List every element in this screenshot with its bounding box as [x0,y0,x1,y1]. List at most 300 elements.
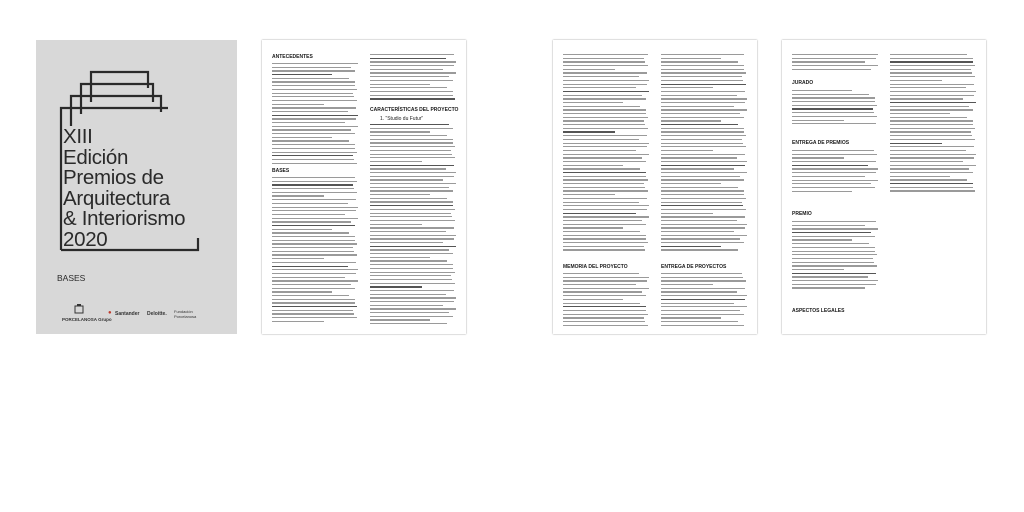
text-line [272,313,354,314]
text-block [792,221,878,291]
text-line [563,95,642,96]
text-line [792,154,877,155]
text-line [890,95,974,96]
text-line [792,180,878,181]
text-line [370,268,453,269]
text-line [370,272,455,273]
sponsor-fundacion: Fundación Porcelanosa [174,309,197,319]
text-line [661,176,740,177]
text-line [370,161,422,162]
text-line [370,165,454,166]
text-line [563,238,646,239]
text-line [272,181,357,182]
text-line [563,205,649,206]
text-line [563,58,644,59]
text-line [272,240,355,241]
text-line [890,106,969,107]
cover-subtitle: BASES [57,273,86,283]
text-line [563,131,615,132]
text-line [792,258,873,259]
text-line [792,101,875,102]
text-line [272,251,354,252]
text-line [890,54,967,55]
text-block [563,273,649,328]
text-line [370,84,430,85]
text-line [890,124,973,125]
text-line [890,98,963,99]
text-line [792,105,877,106]
text-line [792,276,868,277]
text-line [272,152,357,153]
document-page-3 [782,40,986,334]
text-line [370,305,443,306]
text-line [890,157,974,158]
text-line [661,80,743,81]
text-line [563,277,649,278]
text-line [661,198,746,199]
text-line [661,249,738,250]
text-line [370,139,453,140]
text-line [792,61,865,62]
text-line [563,249,645,250]
text-line [890,183,973,184]
text-line [272,93,353,94]
text-line [272,107,356,108]
cover-title-line: & Interiorismo [63,207,186,230]
text-line [563,176,646,177]
cover-page [36,40,237,334]
text-line [563,87,636,88]
text-line [370,286,422,287]
text-line [563,325,648,326]
text-line [272,192,357,193]
text-line [661,135,746,136]
text-line [272,218,358,219]
text-line [563,102,623,103]
text-line [563,117,648,118]
text-line [370,91,453,92]
text-line [661,61,738,62]
text-line [792,108,873,109]
text-line [272,243,357,244]
text-line [272,221,351,222]
text-line [563,113,646,114]
text-line [661,310,740,311]
text-block [370,54,456,102]
text-line [563,295,646,296]
text-block [792,150,878,194]
text-line [370,227,454,228]
text-line [792,94,869,95]
text-line [792,168,878,169]
text-line [272,63,358,64]
text-line [370,231,446,232]
text-line [370,65,454,66]
text-line [563,106,640,107]
text-line [661,295,747,296]
text-line [661,277,743,278]
text-line [792,54,878,55]
text-line [370,54,454,55]
text-line [661,150,713,151]
text-line [563,299,623,300]
sponsor-deloitte: Deloitte. [147,311,167,317]
text-line [661,306,747,307]
text-line [370,213,451,214]
text-line [370,319,430,320]
text-line [272,122,345,123]
text-line [563,69,615,70]
text-line [563,187,645,188]
text-line [890,179,967,180]
text-line [563,194,615,195]
text-line [272,317,357,318]
text-line [792,262,874,263]
text-line [370,150,451,151]
text-line [370,323,447,324]
section-heading: PREMIO [792,211,812,217]
text-line [661,143,743,144]
text-line [661,194,744,195]
text-line [272,299,355,300]
text-line [370,187,449,188]
text-line [890,102,976,103]
text-line [792,232,871,233]
text-line [563,146,647,147]
text-line [661,109,747,110]
text-line [661,242,744,243]
text-line [563,172,646,173]
text-line [792,65,878,66]
text-line [272,129,351,130]
text-line [370,235,456,236]
text-line [370,301,454,302]
text-line [661,224,747,225]
text-line [370,76,449,77]
text-line [563,202,639,203]
text-line [563,61,645,62]
text-line [661,284,713,285]
text-line [272,295,349,296]
text-line [563,80,649,81]
text-line [370,283,455,284]
text-line [890,76,975,77]
text-line [890,135,972,136]
text-line [661,314,744,315]
text-line [661,216,745,217]
text-line [370,205,453,206]
text-line [370,183,456,184]
santander-flame-icon: ● [108,310,112,316]
text-line [563,317,644,318]
text-line [661,209,746,210]
text-line [272,155,353,156]
text-line [792,254,877,255]
text-line [563,303,640,304]
text-line [272,232,349,233]
section-heading: MEMORIA DEL PROYECTO [563,264,628,270]
text-line [272,207,358,208]
text-line [890,120,973,121]
text-line [563,120,644,121]
document-page-2 [553,40,757,334]
text-line [272,266,348,267]
text-line [890,80,942,81]
text-line [661,205,743,206]
section-heading: CARACTERÍSTICAS DEL PROYECTO [370,107,459,113]
text-line [370,146,455,147]
section-heading: ANTECEDENTES [272,54,313,60]
text-line [792,69,871,70]
text-line [272,273,356,274]
text-line [792,157,844,158]
text-line [563,190,648,191]
text-line [272,291,332,292]
text-line [661,65,744,66]
cover-title-line: XIII [63,125,93,148]
text-line [792,221,876,222]
text-line [272,229,332,230]
text-line [661,106,734,107]
text-line [370,58,446,59]
text-line [792,191,852,192]
text-line [563,183,644,184]
text-line [890,128,975,129]
text-line [370,69,443,70]
text-line [792,161,876,162]
sponsor-porcelanosa: PORCELANOSA Grupo [62,317,112,322]
text-line [661,303,734,304]
text-block [272,63,358,166]
text-line [370,198,447,199]
section-heading: ASPECTOS LEGALES [792,308,845,314]
text-line [661,220,737,221]
text-line [370,179,443,180]
text-line [890,165,976,166]
text-line [563,91,649,92]
text-line [563,314,648,315]
text-line [272,78,349,79]
cover-title-line: Arquitectura [63,186,170,210]
text-line [661,157,737,158]
text-line [792,265,877,266]
text-line [272,306,357,307]
text-line [661,288,745,289]
text-block [792,90,878,127]
text-line [890,84,974,85]
text-line [272,137,332,138]
text-line [370,172,456,173]
text-line [563,168,640,169]
text-line [563,154,649,155]
text-line [661,238,740,239]
subsection-heading: 1. “Studio du Futur” [380,116,424,122]
text-line [370,209,455,210]
text-line [370,238,454,239]
section-heading: BASES [272,168,290,174]
text-line [272,288,355,289]
text-block [272,177,358,325]
text-line [563,135,647,136]
text-line [890,65,975,66]
text-line [563,124,645,125]
text-line [272,280,358,281]
text-line [890,176,950,177]
text-line [370,201,453,202]
text-line [272,284,351,285]
text-line [661,113,740,114]
text-line [792,90,852,91]
text-line [370,297,456,298]
text-line [661,227,745,228]
text-line [792,280,878,281]
text-block [661,273,747,328]
text-line [563,246,644,247]
text-line [370,312,449,313]
text-line [563,76,639,77]
text-line [272,184,353,185]
text-line [370,308,456,309]
text-line [563,157,642,158]
text-line [563,321,645,322]
text-line [370,246,456,247]
text-line [563,291,642,292]
text-line [792,187,875,188]
text-line [370,249,449,250]
text-line [661,183,721,184]
text-line [272,67,351,68]
text-line [792,269,844,270]
text-line [370,87,447,88]
text-line [272,310,353,311]
text-line [661,54,744,55]
text-line [890,150,966,151]
text-line [661,299,745,300]
text-line [272,321,324,322]
text-line [661,131,744,132]
text-line [563,280,647,281]
text-line [661,280,746,281]
text-line [890,161,963,162]
text-line [890,168,969,169]
text-line [661,161,747,162]
text-line [272,199,356,200]
text-line [272,159,354,160]
text-line [661,291,737,292]
text-line [661,98,747,99]
text-line [661,117,744,118]
text-line [890,146,974,147]
text-line [792,176,865,177]
text-line [661,231,734,232]
text-line [272,100,357,101]
text-line [370,157,455,158]
text-line [563,213,636,214]
text-line [370,154,452,155]
text-line [661,146,746,147]
text-line [563,72,647,73]
text-line [792,150,874,151]
text-line [661,325,744,326]
text-line [563,224,646,225]
text-line [661,95,737,96]
text-line [563,161,646,162]
text-line [792,58,876,59]
text-line [661,187,738,188]
text-line [661,128,744,129]
text-line [272,118,356,119]
text-line [272,302,355,303]
text-line [272,254,357,255]
text-line [272,111,348,112]
sponsor-logos [36,308,237,330]
text-line [792,97,875,98]
text-line [661,168,734,169]
text-line [890,154,976,155]
text-line [890,143,942,144]
text-line [563,54,648,55]
text-line [272,163,357,164]
text-line [272,277,345,278]
text-line [661,91,745,92]
text-line [272,96,354,97]
text-line [792,165,868,166]
text-line [661,154,745,155]
text-line [370,220,455,221]
text-block [792,54,878,72]
text-line [563,165,623,166]
text-line [661,213,713,214]
text-line [563,98,646,99]
text-line [370,190,453,191]
text-block [661,54,747,253]
text-line [272,236,355,237]
cover-title-line: Premios de [63,166,164,189]
text-line [661,190,744,191]
text-line [370,135,447,136]
text-line [661,76,742,77]
text-block [370,124,456,327]
text-line [792,251,875,252]
text-line [370,260,447,261]
text-line [370,224,422,225]
text-line [272,140,349,141]
text-line [792,287,865,288]
text-line [272,258,324,259]
section-heading: JURADO [792,80,814,86]
text-line [792,183,871,184]
text-line [563,84,647,85]
text-line [563,198,647,199]
text-line [272,70,355,71]
text-line [370,128,453,129]
text-line [563,235,646,236]
text-line [563,310,646,311]
text-line [370,131,430,132]
text-line [661,69,744,70]
text-line [272,203,348,204]
text-line [661,273,742,274]
text-line [563,242,648,243]
text-line [661,58,721,59]
text-line [890,190,975,191]
text-line [563,284,636,285]
text-line [792,228,878,229]
text-line [661,317,721,318]
text-line [272,269,358,270]
text-line [272,210,356,211]
cover-title-line: Edición [63,145,129,169]
